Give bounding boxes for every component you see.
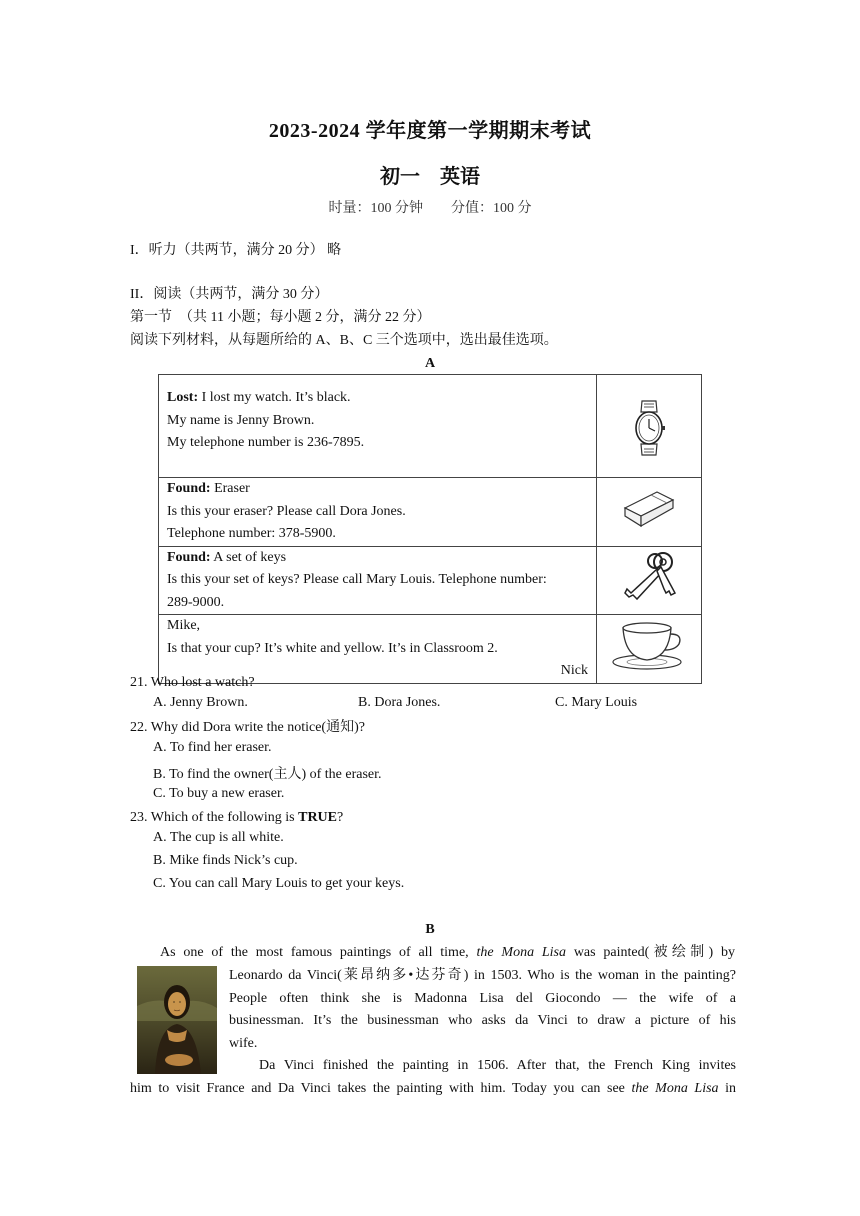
notice-line: A set of keys: [210, 549, 287, 565]
section-reading-heading: II．阅读（共两节，满分 30 分）: [130, 287, 329, 302]
notice-line: My telephone number is 236-7895.: [167, 435, 365, 450]
notice-signature: Nick: [560, 663, 588, 678]
question-23-option-c: C. You can call Mary Louis to get your keys.: [153, 876, 405, 891]
question-22-option-c: C. To buy a new eraser.: [153, 786, 285, 801]
exam-subject: 初一 英语: [380, 166, 480, 188]
question-23-stem-end: ?: [337, 810, 344, 825]
question-21-option-a: A. Jenny Brown.: [153, 695, 248, 710]
keys-icon: [597, 546, 702, 615]
passage-b-line: [130, 1078, 736, 1101]
question-21-stem: 21. Who lost a watch?: [130, 675, 255, 690]
notice-lost-watch: [159, 375, 702, 478]
mona-lisa-painting: [137, 966, 217, 1074]
passage-italic: the Mona Lisa: [476, 945, 566, 960]
passage-b-line: wife.: [229, 1036, 258, 1051]
passage-b-line: businessman. It’s the businessman who asks da Vinci to draw a picture of his: [229, 1013, 736, 1028]
notice-line: Is that your cup? It’s white and yellow. It’s in Classroom 2.: [167, 640, 498, 656]
question-22-option-a: A. To find her eraser.: [153, 740, 272, 755]
passage-text: As one of the most famous paintings of all time,: [160, 945, 477, 960]
question-23-stem-bold: TRUE: [298, 810, 338, 825]
question-21-option-b: B. Dora Jones.: [358, 695, 441, 710]
passage-italic: the Mona Lisa: [631, 1081, 719, 1096]
notice-line: Is this your eraser? Please call Dora Jones.: [167, 503, 406, 519]
notice-line: I lost my watch. It’s black.: [198, 390, 351, 405]
watch-icon: [597, 375, 702, 478]
lost-found-table: [158, 374, 702, 684]
notice-line: My name is Jenny Brown.: [167, 412, 315, 428]
notice-label: Found:: [167, 481, 211, 496]
question-23-option-b: B. Mike finds Nick’s cup.: [153, 853, 298, 868]
passage-b-line: People often think she is Madonna Lisa del Giocondo — the wife of a: [229, 991, 736, 1006]
notice-found-eraser: [159, 478, 702, 547]
notice-found-keys: [159, 546, 702, 615]
question-23-stem-text: 23. Which of the following is: [130, 810, 299, 825]
passage-text: was painted(被绘制) by: [566, 945, 735, 960]
reading-instruction: 阅读下列材料，从每题所给的 A、B、C 三个选项中，选出最佳选项。: [130, 333, 558, 348]
passage-b-line: [160, 942, 735, 965]
passage-text: in: [718, 1081, 737, 1096]
notice-line: Mike,: [167, 618, 201, 633]
exam-meta: 时量：100 分钟 分值：100 分: [328, 201, 532, 216]
notice-line: Is this your set of keys? Please call Mary Louis. Telephone number:: [167, 572, 547, 587]
section-listening-heading: I．听力（共两节，满分 20 分） 略: [130, 243, 342, 258]
cup-icon: [597, 615, 702, 684]
passage-text: him to visit France and Da Vinci takes the painting with him. Today you can see: [130, 1081, 632, 1096]
question-22-option-b: B. To find the owner(主人) of the eraser.: [153, 767, 382, 782]
question-21-option-c: C. Mary Louis: [555, 695, 638, 710]
notice-line: 289-9000.: [167, 594, 225, 610]
notice-line: Eraser: [210, 481, 250, 496]
passage-a-label: A: [424, 356, 436, 371]
eraser-icon: [597, 478, 702, 547]
part1-heading: 第一节 （共 11 小题；每小题 2 分，满分 22 分）: [130, 310, 431, 325]
passage-b-label: B: [425, 922, 435, 937]
notice-line: Telephone number: 378-5900.: [167, 526, 336, 541]
question-23-option-a: A. The cup is all white.: [153, 830, 284, 845]
question-23-stem: [130, 807, 343, 829]
notice-label: Found:: [167, 549, 211, 565]
exam-title: 2023-2024 学年度第一学期期末考试: [268, 120, 592, 142]
passage-b-line: Da Vinci finished the painting in 1506. After that, the French King invites: [259, 1058, 736, 1073]
passage-b-line: Leonardo da Vinci(莱昂纳多•达芬奇) in 1503. Who is the woman in the painting?: [229, 968, 736, 983]
notice-label: Lost:: [167, 390, 199, 405]
question-22-stem: 22. Why did Dora write the notice(通知)?: [130, 720, 365, 735]
